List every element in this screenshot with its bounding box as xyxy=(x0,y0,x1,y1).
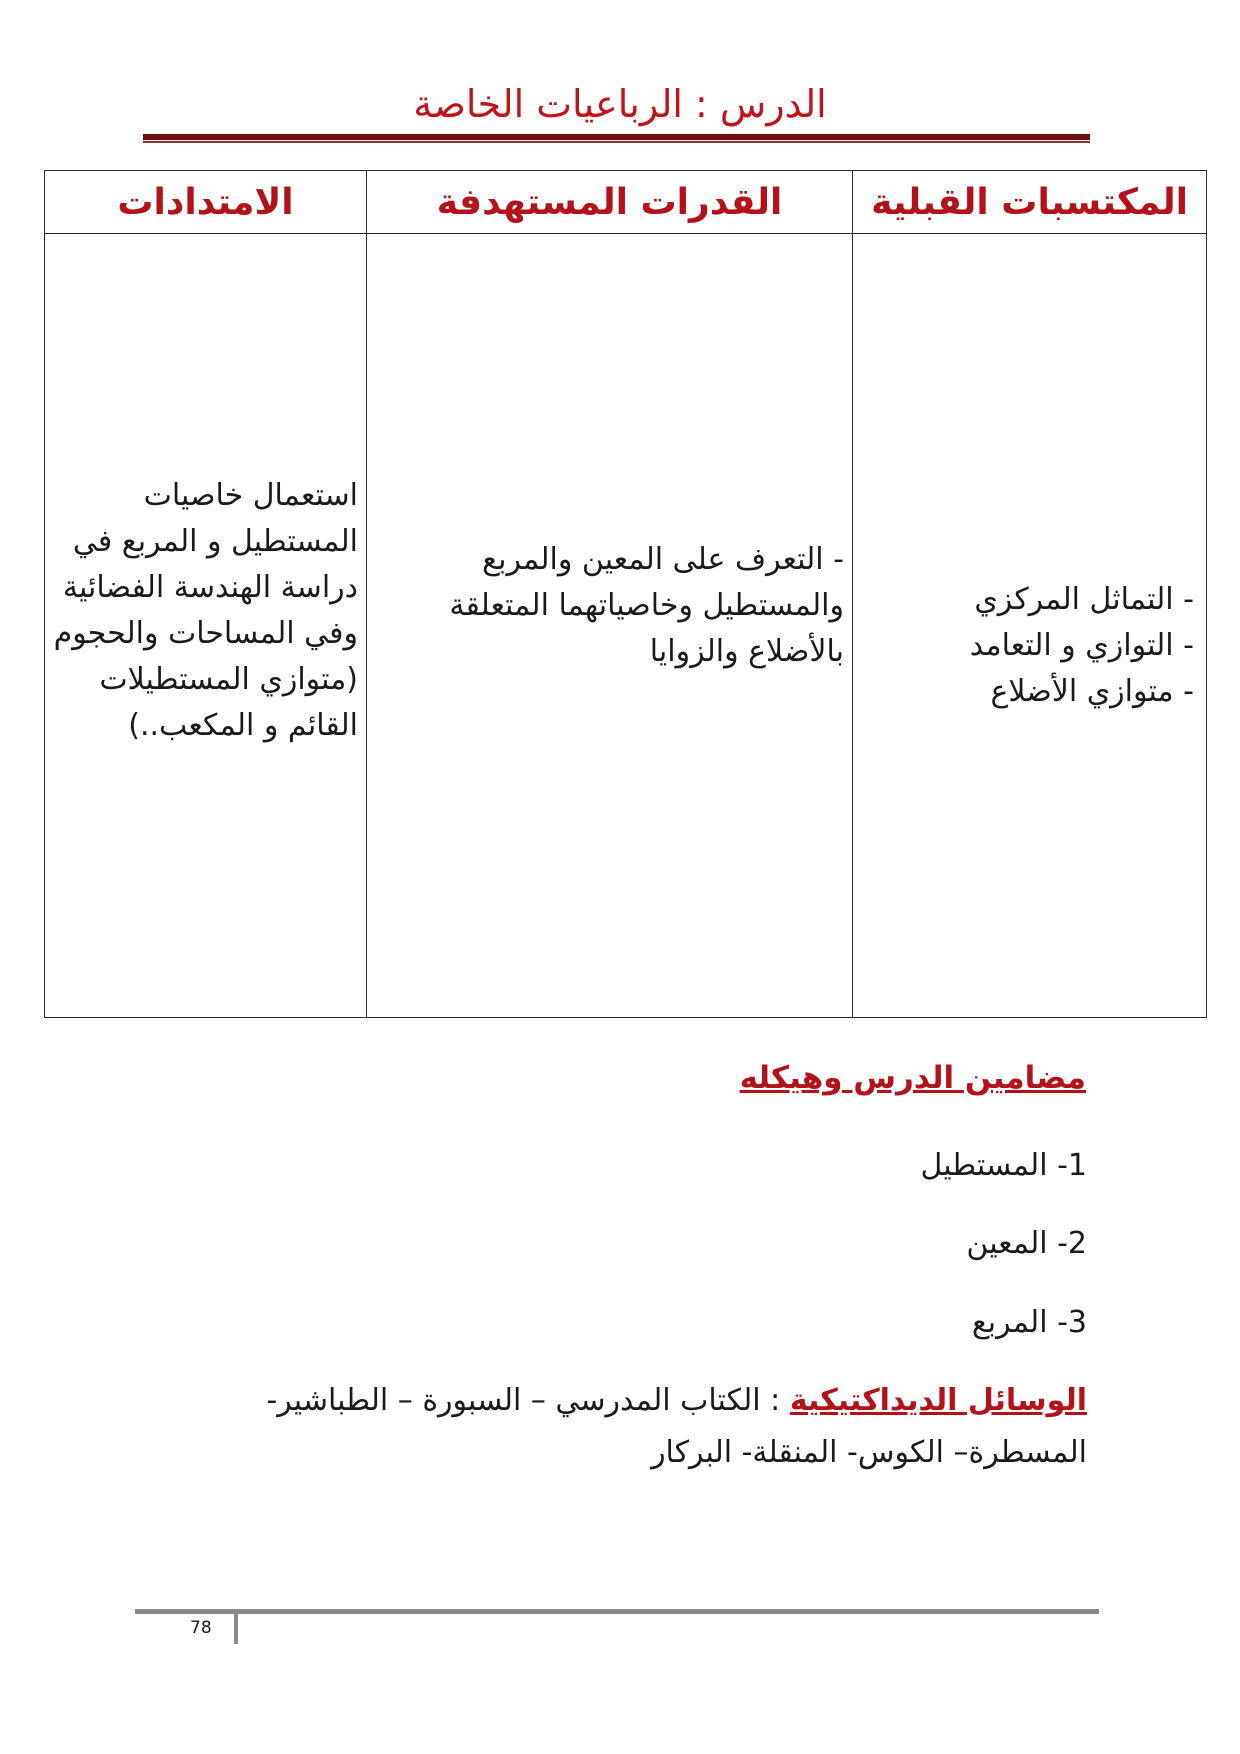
didactic-tools-label: الوسائل الديداكتيكية xyxy=(789,1383,1087,1418)
footer-rule xyxy=(135,1609,1099,1614)
didactic-tools-text: الكتاب المدرسي – السبورة – الطباشير- المسطرة– الكوس- المنقلة- البركار xyxy=(266,1383,1087,1470)
list-item: - التماثل المركزي xyxy=(863,577,1194,623)
didactic-tools xyxy=(207,1375,1087,1479)
targeted-skills-text: - التعرف على المعين والمربع والمستطيل وخاصياتهما المتعلقة بالأضلاع والزوايا xyxy=(449,541,844,669)
header-extensions: الامتدادات xyxy=(45,171,367,234)
page-title: الدرس : الرباعيات الخاصة xyxy=(413,82,827,126)
list-item: - متوازي الأضلاع xyxy=(863,669,1194,715)
prior-knowledge-list xyxy=(853,577,1206,715)
title-underline xyxy=(143,134,1090,143)
didactic-tools-separator: : xyxy=(760,1383,790,1418)
lesson-table xyxy=(44,170,1207,1018)
cell-extensions xyxy=(45,234,367,1018)
footer-divider xyxy=(234,1614,238,1644)
header-prior-knowledge: المكتسبات القبلية xyxy=(853,171,1207,234)
contents-heading: مضامين الدرس وهيكله xyxy=(739,1060,1086,1096)
content-item-square: 3- المربع xyxy=(971,1305,1087,1340)
header-targeted-skills: القدرات المستهدفة xyxy=(367,171,853,234)
cell-targeted-skills xyxy=(367,234,853,1018)
content-item-rectangle: 1- المستطيل xyxy=(920,1148,1087,1183)
page-number: 78 xyxy=(190,1618,212,1638)
extensions-text: استعمال خاصيات المستطيل و المربع في دراسة الهندسة الفضائية وفي المساحات والحجوم (متوازي المستطيلات القائم و المكعب..) xyxy=(53,477,358,743)
cell-prior-knowledge xyxy=(853,234,1207,1018)
content-item-rhombus: 2- المعين xyxy=(966,1226,1087,1261)
list-item: - التوازي و التعامد xyxy=(863,623,1194,669)
